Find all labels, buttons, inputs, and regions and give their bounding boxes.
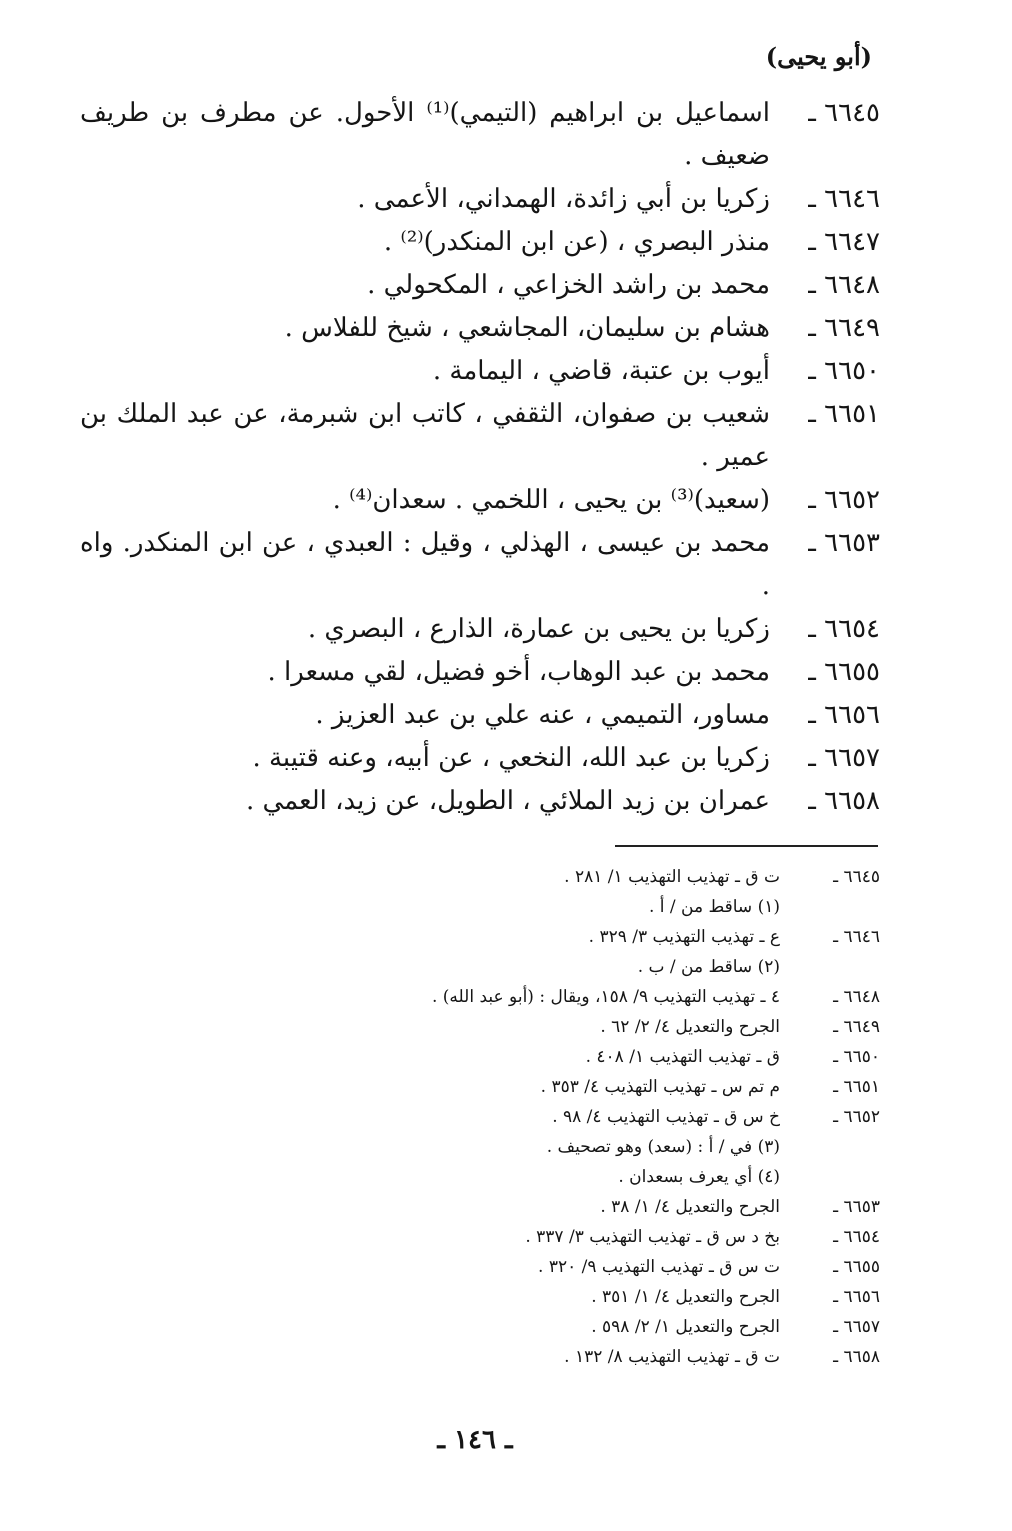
entry-text: شعيب بن صفوان، الثقفي ، كاتب ابن شبرمة، عن عبد الملك بن عمير . bbox=[80, 399, 770, 472]
entry-text: زكريا بن أبي زائدة، الهمداني، الأعمى . bbox=[357, 184, 770, 214]
section-title: (أبو يحيى) bbox=[765, 42, 872, 71]
footnote bbox=[360, 1042, 880, 1072]
footnote bbox=[360, 1162, 880, 1192]
footnote-divider bbox=[615, 845, 878, 847]
entry bbox=[80, 780, 880, 823]
entry-number: ٦٦٥٨ ـ bbox=[808, 786, 880, 816]
entry-text: (سعيد)⁽³⁾ بن يحيى ، اللخمي . سعدان⁽⁴⁾ . bbox=[332, 485, 770, 515]
entry-number: ٦٦٥٢ ـ bbox=[808, 485, 880, 515]
footnote-number: ٦٦٤٩ ـ bbox=[833, 1017, 880, 1037]
entry bbox=[80, 737, 880, 780]
footnote-text: ق ـ تهذيب التهذيب ١/ ٤٠٨ . bbox=[585, 1047, 780, 1067]
entry-number: ٦٦٥٣ ـ bbox=[808, 528, 880, 558]
entry bbox=[80, 608, 880, 651]
entry-number: ٦٦٤٨ ـ bbox=[808, 270, 880, 300]
footnote-text: الجرح والتعديل ٤/ ١/ ٣٨ . bbox=[600, 1197, 780, 1217]
footnote-number: ٦٦٥٣ ـ bbox=[833, 1197, 880, 1217]
footnote bbox=[360, 1012, 880, 1042]
footnote bbox=[360, 1132, 880, 1162]
footnote bbox=[360, 862, 880, 892]
entry-text: منذر البصري ، (عن ابن المنكدر)⁽²⁾ . bbox=[383, 227, 770, 257]
footnote-number: ٦٦٥٨ ـ bbox=[833, 1347, 880, 1367]
footnote-number: ٦٦٤٥ ـ bbox=[833, 867, 880, 887]
entry bbox=[80, 522, 880, 608]
footnote bbox=[360, 1192, 880, 1222]
footnote bbox=[360, 1312, 880, 1342]
footnote-text: خ س ق ـ تهذيب التهذيب ٤/ ٩٨ . bbox=[552, 1107, 780, 1127]
footnote-text: الجرح والتعديل ٤/ ١/ ٣٥١ . bbox=[591, 1287, 780, 1307]
page-number: ـ ١٤٦ ـ bbox=[437, 1425, 513, 1455]
entry bbox=[80, 178, 880, 221]
footnote-text: (١) ساقط من / أ . bbox=[648, 897, 780, 917]
footnote-number: ٦٦٥٢ ـ bbox=[833, 1107, 880, 1127]
footnote-text: ت ق ـ تهذيب التهذيب ٨/ ١٣٢ . bbox=[564, 1347, 780, 1367]
entry-text: هشام بن سليمان، المجاشعي ، شيخ للفلاس . bbox=[284, 313, 770, 343]
entry-number: ٦٦٥٥ ـ bbox=[808, 657, 880, 687]
footnote-text: الجرح والتعديل ١/ ٢/ ٥٩٨ . bbox=[591, 1317, 780, 1337]
footnote-text: ت ق ـ تهذيب التهذيب ١/ ٢٨١ . bbox=[564, 867, 780, 887]
footnote bbox=[360, 1222, 880, 1252]
footnote-text: بخ د س ق ـ تهذيب التهذيب ٣/ ٣٣٧ . bbox=[525, 1227, 780, 1247]
footnote-text: الجرح والتعديل ٤/ ٢/ ٦٢ . bbox=[600, 1017, 780, 1037]
entry bbox=[80, 694, 880, 737]
entry bbox=[80, 307, 880, 350]
footnote bbox=[360, 982, 880, 1012]
entry-text: محمد بن عبد الوهاب، أخو فضيل، لقي مسعرا . bbox=[267, 657, 770, 687]
footnote bbox=[360, 1102, 880, 1132]
entry bbox=[80, 264, 880, 307]
entry-number: ٦٦٤٦ ـ bbox=[808, 184, 880, 214]
entry bbox=[80, 350, 880, 393]
entry bbox=[80, 651, 880, 694]
entry-text: محمد بن راشد الخزاعي ، المكحولي . bbox=[367, 270, 770, 300]
footnote-number: ٦٦٥٥ ـ bbox=[833, 1257, 880, 1277]
footnote bbox=[360, 1282, 880, 1312]
entry-number: ٦٦٤٩ ـ bbox=[808, 313, 880, 343]
entry-text: محمد بن عيسى ، الهذلي ، وقيل : العبدي ، عن ابن المنكدر. واه . bbox=[80, 528, 770, 601]
footnote-number: ٦٦٤٨ ـ bbox=[833, 987, 880, 1007]
entries-list bbox=[80, 92, 880, 823]
entry-text: زكريا بن يحيى بن عمارة، الذارع ، البصري . bbox=[307, 614, 770, 644]
entry-text: زكريا بن عبد الله، النخعي ، عن أبيه، وعنه قتيبة . bbox=[252, 743, 770, 773]
footnote bbox=[360, 922, 880, 952]
entry-text: اسماعيل بن ابراهيم (التيمي)⁽¹⁾ الأحول. عن مطرف بن طريف ضعيف . bbox=[80, 98, 770, 171]
footnote-number: ٦٦٥٦ ـ bbox=[833, 1287, 880, 1307]
entry bbox=[80, 92, 880, 178]
entry-text: عمران بن زيد الملائي ، الطويل، عن زيد، العمي . bbox=[245, 786, 770, 816]
entry bbox=[80, 221, 880, 264]
footnote-number: ٦٦٥٧ ـ bbox=[833, 1317, 880, 1337]
footnote-number: ٦٦٥٤ ـ bbox=[833, 1227, 880, 1247]
entry bbox=[80, 479, 880, 522]
entry-number: ٦٦٤٥ ـ bbox=[808, 98, 880, 128]
entry bbox=[80, 393, 880, 479]
entry-text: أيوب بن عتبة، قاضي ، اليمامة . bbox=[432, 356, 770, 386]
entry-number: ٦٦٥٧ ـ bbox=[808, 743, 880, 773]
footnote-text: ع ـ تهذيب التهذيب ٣/ ٣٢٩ . bbox=[588, 927, 780, 947]
footnote bbox=[360, 952, 880, 982]
footnote-text: ٤ ـ تهذيب التهذيب ٩/ ١٥٨، ويقال : (أبو عبد الله) . bbox=[431, 987, 780, 1007]
entry-number: ٦٦٥٤ ـ bbox=[808, 614, 880, 644]
entry-number: ٦٦٤٧ ـ bbox=[808, 227, 880, 257]
footnote-text: (٢) ساقط من / ب . bbox=[637, 957, 780, 977]
entry-number: ٦٦٥١ ـ bbox=[808, 399, 880, 429]
entry-text: مساور، التميمي ، عنه علي بن عبد العزيز . bbox=[315, 700, 770, 730]
footnote bbox=[360, 1072, 880, 1102]
footnote bbox=[360, 1252, 880, 1282]
footnote-number: ٦٦٤٦ ـ bbox=[833, 927, 880, 947]
footnote-text: ت س ق ـ تهذيب التهذيب ٩/ ٣٢٠ . bbox=[538, 1257, 780, 1277]
footnote-text: (٣) في / أ : (سعد) وهو تصحيف . bbox=[546, 1137, 780, 1157]
footnote-text: (٤) أي يعرف بسعدان . bbox=[618, 1167, 780, 1187]
footnote-number: ٦٦٥١ ـ bbox=[833, 1077, 880, 1097]
entry-number: ٦٦٥٠ ـ bbox=[808, 356, 880, 386]
entry-number: ٦٦٥٦ ـ bbox=[808, 700, 880, 730]
footnote bbox=[360, 892, 880, 922]
footnote-text: م تم س ـ تهذيب التهذيب ٤/ ٣٥٣ . bbox=[540, 1077, 780, 1097]
footnotes-list bbox=[360, 862, 880, 1372]
footnote bbox=[360, 1342, 880, 1372]
footnote-number: ٦٦٥٠ ـ bbox=[833, 1047, 880, 1067]
